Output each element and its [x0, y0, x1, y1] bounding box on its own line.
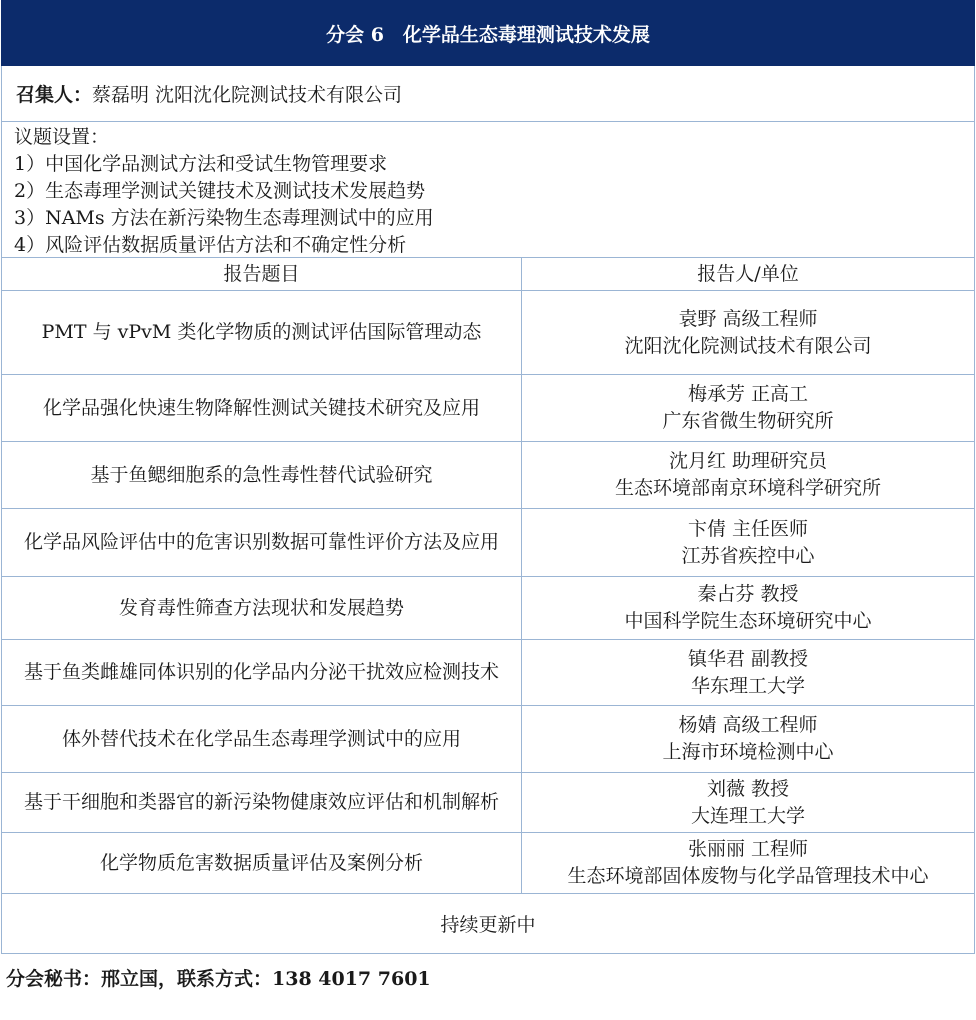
speaker-cell [522, 509, 974, 576]
topic-item: 2）生态毒理学测试关键技术及测试技术发展趋势 [14, 180, 426, 202]
speaker-org: 江苏省疾控中心 [681, 544, 815, 567]
report-title: 化学品风险评估中的危害识别数据可靠性评价方法及应用 [2, 509, 522, 576]
table-header-row [1, 258, 975, 291]
topic-item: 1）中国化学品测试方法和受试生物管理要求 [14, 153, 388, 175]
speaker-cell [522, 375, 974, 441]
session-table [1, 0, 975, 954]
secretary-contact: 分会秘书：邢立国，联系方式：138 4017 7601 [6, 968, 431, 990]
speaker-cell [522, 577, 974, 639]
report-title: 基于鱼类雌雄同体识别的化学品内分泌干扰效应检测技术 [2, 640, 522, 705]
report-title: 基于鱼鳃细胞系的急性毒性替代试验研究 [2, 442, 522, 508]
table-row [1, 577, 975, 640]
update-note: 持续更新中 [1, 894, 975, 954]
speaker-cell [522, 442, 974, 508]
report-title: 基于干细胞和类器官的新污染物健康效应评估和机制解析 [2, 773, 522, 832]
speaker-name: 沈月红 助理研究员 [668, 450, 828, 472]
speaker-org: 中国科学院生态环境研究中心 [624, 610, 872, 632]
speaker-name: 刘薇 教授 [706, 777, 790, 800]
report-title: 化学物质危害数据质量评估及案例分析 [2, 833, 522, 893]
topics-section [1, 122, 975, 258]
speaker-org: 华东理工大学 [690, 674, 805, 697]
convener-row [1, 66, 975, 122]
speaker-cell [522, 640, 974, 705]
topic-item: 3）NAMs 方法在新污染物生态毒理测试中的应用 [14, 207, 434, 229]
speaker-cell [522, 706, 974, 772]
speaker-cell [522, 291, 974, 374]
speaker-cell [522, 773, 974, 832]
report-title: 体外替代技术在化学品生态毒理学测试中的应用 [2, 706, 522, 772]
column-header-title: 报告题目 [2, 258, 522, 290]
column-header-speaker: 报告人/单位 [697, 263, 799, 285]
speaker-name: 张丽丽 工程师 [687, 838, 809, 860]
speaker-name: 秦占芬 教授 [697, 583, 799, 605]
table-row [1, 509, 975, 577]
speaker-org: 广东省微生物研究所 [662, 410, 834, 432]
session-title: 分会 6 化学品生态毒理测试技术发展 [1, 0, 975, 66]
speaker-org: 大连理工大学 [690, 804, 805, 827]
speaker-org: 沈阳沈化院测试技术有限公司 [624, 334, 872, 357]
table-row [1, 375, 975, 442]
speaker-name: 梅承芳 正高工 [687, 383, 809, 405]
speaker-org: 生态环境部南京环境科学研究所 [614, 477, 881, 499]
table-row [1, 640, 975, 706]
topic-item: 4）风险评估数据质量评估方法和不确定性分析 [14, 234, 407, 256]
report-title: PMT 与 vPvM 类化学物质的测试评估国际管理动态 [2, 291, 522, 374]
speaker-name: 镇华君 副教授 [687, 647, 809, 670]
convener-label: 召集人： [16, 84, 93, 106]
speaker-org: 生态环境部固体废物与化学品管理技术中心 [567, 865, 929, 887]
speaker-name: 袁野 高级工程师 [678, 307, 818, 330]
speaker-name: 卞倩 主任医师 [687, 517, 809, 540]
report-title: 化学品强化快速生物降解性测试关键技术研究及应用 [2, 375, 522, 441]
table-row [1, 833, 975, 894]
convener-value: 蔡磊明 沈阳沈化院测试技术有限公司 [92, 84, 403, 106]
table-row [1, 706, 975, 773]
report-title: 发育毒性筛查方法现状和发展趋势 [2, 577, 522, 639]
speaker-cell [522, 833, 974, 893]
speaker-name: 杨婧 高级工程师 [678, 714, 818, 736]
table-row [1, 442, 975, 509]
speaker-org: 上海市环境检测中心 [662, 741, 834, 763]
table-row [1, 291, 975, 375]
table-row [1, 773, 975, 833]
topics-heading: 议题设置： [14, 126, 110, 148]
